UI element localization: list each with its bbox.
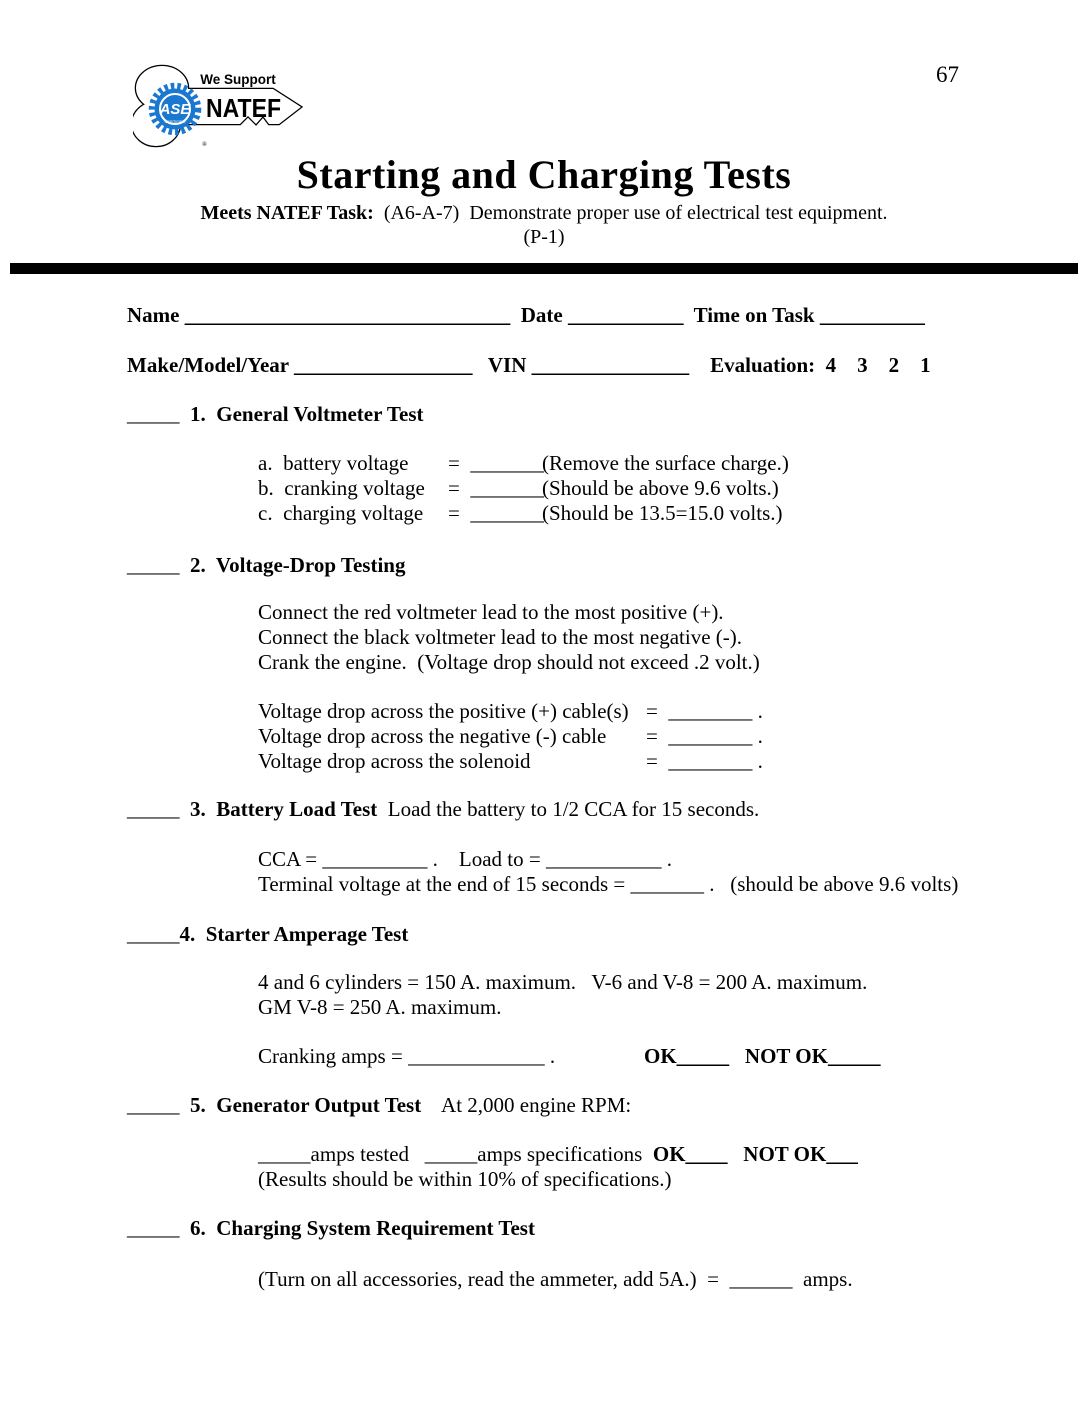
natef-logo [133,55,303,150]
accessories-line: (Turn on all accessories, read the ammeter, add 5A.) = ______ amps. [258,1267,853,1291]
section-1-number: 1. [190,402,217,426]
vehicle-line [127,353,1088,378]
section-5-title: Generator Output Test [216,1093,422,1117]
answer-blank: = _______ [448,501,544,525]
row-label: c. charging voltage [258,501,424,525]
row-label: a. battery voltage [258,451,409,475]
cranking-amps-blank: Cranking amps = _____________ . [258,1044,556,1068]
terminal-voltage-line: Terminal voltage at the end of 15 seconds = _______ . (should be above 9.6 volts) [258,872,959,896]
amps-tested-blanks: _____amps tested _____amps specifications [258,1142,653,1166]
natef-task-text: (A6-A-7) Demonstrate proper use of electrical test equipment. [373,202,888,224]
section-3-subtitle: Load the battery to 1/2 CCA for 15 seconds. [377,797,760,821]
section-2-title: Voltage-Drop Testing [215,553,406,577]
instruction-line: Connect the red voltmeter lead to the most positive (+). [258,600,724,624]
section-2-number: 2. [190,553,216,577]
ok-blank: OK_____ [644,1044,730,1068]
answer-blank: = _______ [448,451,544,475]
row-label: Voltage drop across the solenoid [258,749,531,773]
date-label: Date [520,303,563,327]
section-1-heading [127,402,1088,427]
name-label: Name [127,303,180,327]
section-4-number: 4. [179,922,206,946]
time-on-task-label: Time on Task [693,303,815,327]
section-2-rows [0,699,1088,774]
section-5-heading [127,1093,1088,1118]
voltage-drop-row-negative [258,724,1088,749]
row-note: (Should be 13.5=15.0 volts.) [542,501,783,525]
grade-blank: _____ [127,1093,190,1117]
spec-line: GM V-8 = 250 A. maximum. [258,995,502,1019]
name-date-line [127,303,1088,328]
section-5-rows [0,1142,1088,1192]
divider-rule [10,263,1078,274]
instruction-line: Crank the engine. (Voltage drop should not exceed .2 volt.) [258,650,760,674]
section-3-number: 3. [190,797,217,821]
date-blank: ___________ [562,303,694,327]
make-model-year-label: Make/Model/Year [127,353,289,377]
row-label: Voltage drop across the positive (+) cable(s) [258,699,629,723]
section-4-heading [127,922,1088,947]
ok-blank: OK____ [652,1142,728,1166]
vin-blank: _______________ [526,353,711,377]
title-block [0,152,1088,249]
section-3-title: Battery Load Test [216,797,378,821]
vin-label: VIN [487,353,527,377]
time-on-task-blank: __________ [814,303,925,327]
section-4-specs [0,970,1088,1020]
natef-task-label: Meets NATEF Task: [200,202,374,224]
voltage-drop-row-solenoid [258,749,1088,774]
answer-blank: = ________ . [646,699,763,723]
amps-tested-line [258,1142,1088,1167]
answer-blank: = _______ [448,476,544,500]
cranking-amps-line [258,1044,1088,1069]
section-4-title: Starter Amperage Test [205,922,409,946]
voltmeter-row-charging [258,501,1088,526]
results-note-line: (Results should be within 10% of specifications.) [258,1167,672,1191]
priority-code: (P-1) [523,226,565,248]
section-1-title: General Voltmeter Test [216,402,424,426]
row-note: (Remove the surface charge.) [542,451,789,475]
section-2-instructions [0,600,1088,675]
section-2-heading [127,553,1088,578]
section-3-heading [127,797,1088,822]
voltmeter-row-battery [258,451,1088,476]
row-label: b. cranking voltage [258,476,425,500]
answer-blank: = ________ . [646,749,763,773]
evaluation-scale: 4 3 2 1 [815,353,931,377]
evaluation-label: Evaluation: [710,353,816,377]
logo-natef-text: NATEF [206,93,281,123]
page-title: Starting and Charging Tests [296,152,792,197]
section-6-title: Charging System Requirement Test [216,1216,535,1240]
logo-we-support-text: We Support [200,72,276,87]
spec-line: 4 and 6 cylinders = 150 A. maximum. V-6 and V-8 = 200 A. maximum. [258,970,868,994]
voltmeter-row-cranking [258,476,1088,501]
section-1-rows [0,451,1088,526]
name-blank: _______________________________ [179,303,521,327]
voltage-drop-row-positive [258,699,1088,724]
answer-blank: = ________ . [646,724,763,748]
not-ok-blank: NOT OK___ [727,1142,858,1166]
section-5-number: 5. [190,1093,217,1117]
grade-blank: _____ [127,922,180,946]
make-model-year-blank: _________________ [288,353,488,377]
cca-load-line: CCA = __________ . Load to = ___________ . [258,847,672,871]
logo-registered-mark: ® [202,141,207,148]
natef-task-line [0,201,1088,225]
section-6-heading [127,1216,1088,1241]
grade-blank: _____ [127,553,190,577]
section-6-number: 6. [190,1216,217,1240]
grade-blank: _____ [127,402,190,426]
section-5-subtitle: At 2,000 engine RPM: [421,1093,632,1117]
grade-blank: _____ [127,797,190,821]
grade-blank: _____ [127,1216,190,1240]
ase-text: ASE [159,101,191,118]
form-body [0,303,1088,1292]
ase-certified-text: CERTIFIED [164,119,186,124]
section-3-rows [0,847,1088,897]
not-ok-blank: NOT OK_____ [729,1044,881,1068]
page-number: 67 [936,62,959,87]
instruction-line: Connect the black voltmeter lead to the most negative (-). [258,625,743,649]
row-note: (Should be above 9.6 volts.) [542,476,779,500]
row-label: Voltage drop across the negative (-) cable [258,724,607,748]
